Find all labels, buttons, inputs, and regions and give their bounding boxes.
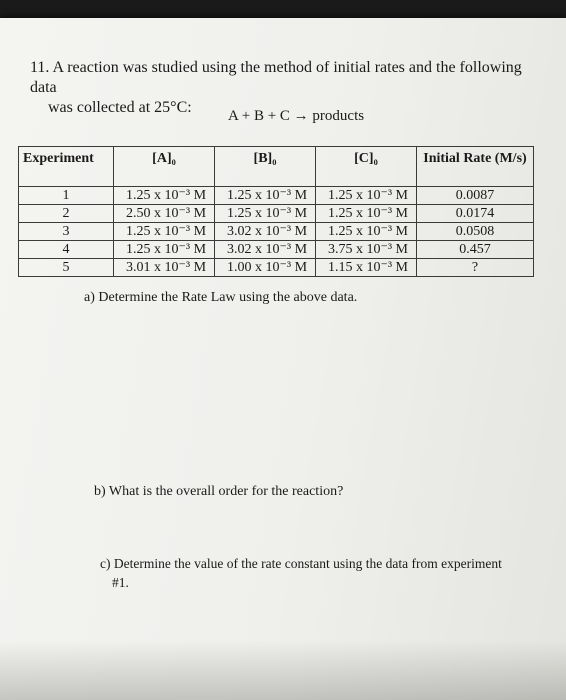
header-a: [A]₀ bbox=[114, 147, 215, 187]
table-row bbox=[19, 187, 534, 205]
cell-experiment: 2 bbox=[19, 205, 114, 223]
cell-c: 1.15 x 10⁻³ M bbox=[315, 259, 416, 277]
cell-a: 1.25 x 10⁻³ M bbox=[114, 223, 215, 241]
cell-a: 2.50 x 10⁻³ M bbox=[114, 205, 215, 223]
cell-experiment: 1 bbox=[19, 187, 114, 205]
cell-b: 3.02 x 10⁻³ M bbox=[214, 241, 315, 259]
cell-a: 3.01 x 10⁻³ M bbox=[114, 259, 215, 277]
table-row bbox=[19, 241, 534, 259]
table-header-row bbox=[19, 147, 534, 187]
cell-b: 1.25 x 10⁻³ M bbox=[214, 205, 315, 223]
question-title-line2: was collected at 25°C: bbox=[48, 99, 192, 116]
cell-rate: 0.0508 bbox=[416, 223, 533, 241]
table-row bbox=[19, 259, 534, 277]
cell-c: 3.75 x 10⁻³ M bbox=[315, 241, 416, 259]
header-initial-rate: Initial Rate (M/s) bbox=[416, 147, 533, 187]
part-c-question bbox=[100, 554, 520, 592]
question-title-line1: 11. A reaction was studied using the method of initial rates and the following data bbox=[30, 59, 522, 96]
cell-rate: ? bbox=[416, 259, 533, 277]
cell-c: 1.25 x 10⁻³ M bbox=[315, 223, 416, 241]
initial-rates-table bbox=[18, 146, 534, 277]
cell-a: 1.25 x 10⁻³ M bbox=[114, 241, 215, 259]
part-c-line1: c) Determine the value of the rate constant using the data from experiment bbox=[100, 556, 502, 571]
cell-b: 1.25 x 10⁻³ M bbox=[214, 187, 315, 205]
cell-a: 1.25 x 10⁻³ M bbox=[114, 187, 215, 205]
cell-rate: 0.0087 bbox=[416, 187, 533, 205]
header-b: [B]₀ bbox=[214, 147, 315, 187]
reaction-equation: A + B + C → products bbox=[228, 108, 365, 124]
table-row bbox=[19, 205, 534, 223]
header-experiment: Experiment bbox=[19, 147, 114, 187]
part-c-line2: #1. bbox=[112, 575, 129, 590]
cell-b: 1.00 x 10⁻³ M bbox=[214, 259, 315, 277]
cell-experiment: 3 bbox=[19, 223, 114, 241]
cell-experiment: 5 bbox=[19, 259, 114, 277]
cell-rate: 0.0174 bbox=[416, 205, 533, 223]
cell-c: 1.25 x 10⁻³ M bbox=[315, 205, 416, 223]
worksheet-page bbox=[0, 18, 566, 700]
table-row bbox=[19, 223, 534, 241]
header-c: [C]₀ bbox=[315, 147, 416, 187]
part-a-question: a) Determine the Rate Law using the above data. bbox=[84, 290, 358, 305]
part-b-question: b) What is the overall order for the reaction? bbox=[94, 484, 344, 499]
cell-rate: 0.457 bbox=[416, 241, 533, 259]
cell-experiment: 4 bbox=[19, 241, 114, 259]
page-shadow bbox=[0, 640, 566, 700]
cell-b: 3.02 x 10⁻³ M bbox=[214, 223, 315, 241]
cell-c: 1.25 x 10⁻³ M bbox=[315, 187, 416, 205]
